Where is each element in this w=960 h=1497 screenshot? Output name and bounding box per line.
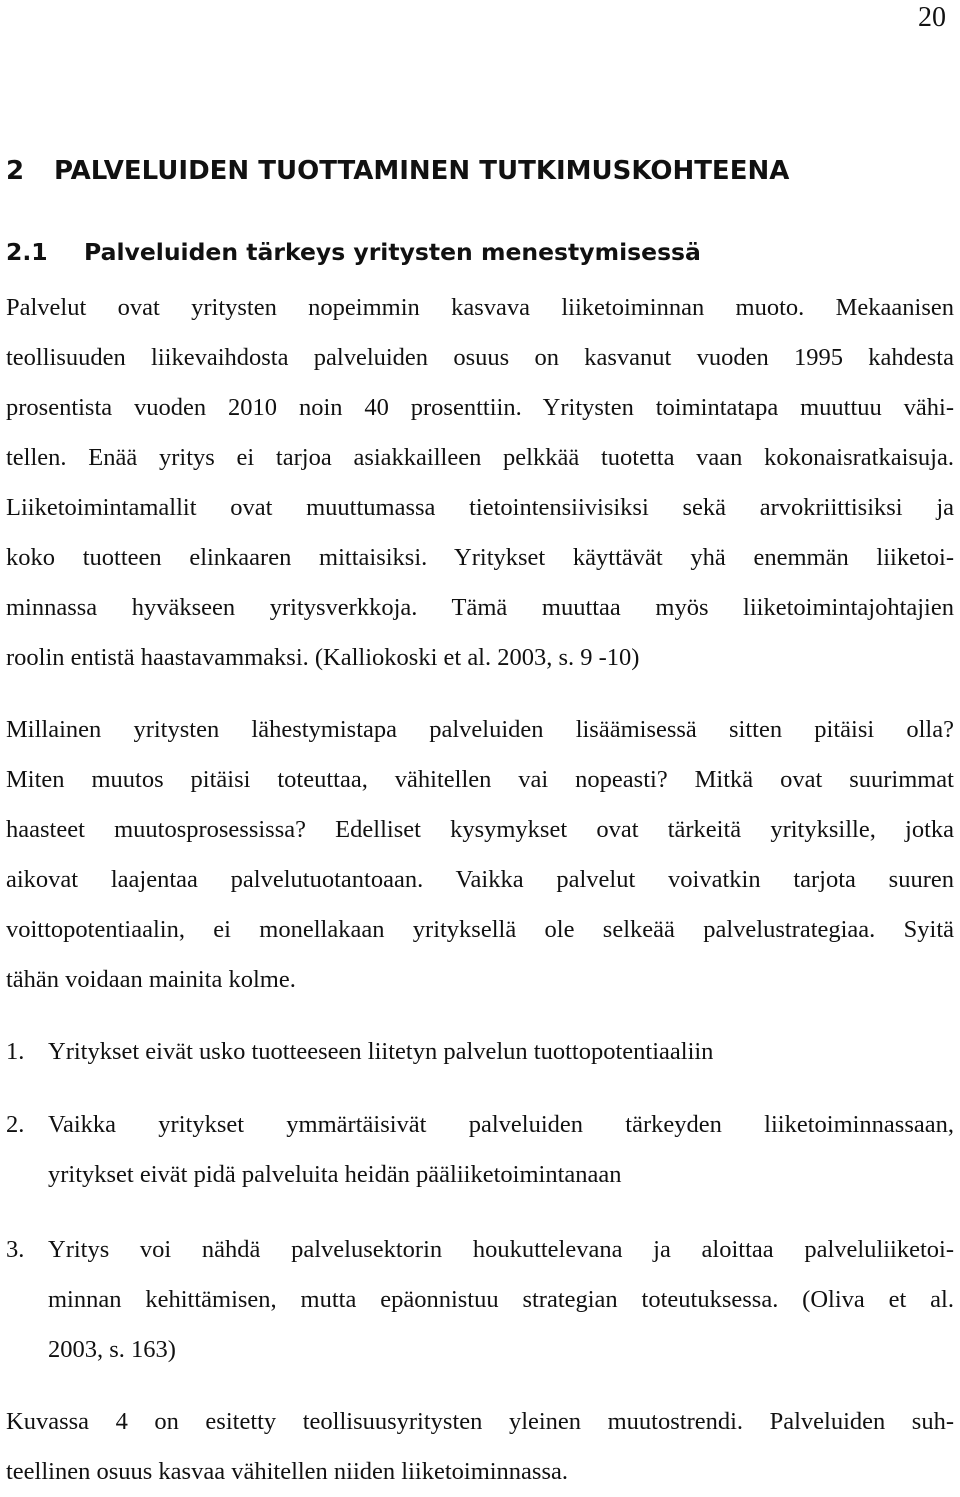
list-marker: 1. <box>6 1038 25 1065</box>
paragraph-line: koko tuotteen elinkaaren mittaisiksi. Yritykset käyttävät yhä enemmän liiketoi- <box>6 544 954 571</box>
list-line: 2003, s. 163) <box>48 1336 176 1363</box>
paragraph-line: minnassa hyväkseen yritysverkkoja. Tämä muuttaa myös liiketoimintajohtajien <box>6 594 954 621</box>
list-marker: 3. <box>6 1236 25 1263</box>
paragraph-line: tellen. Enää yritys ei tarjoa asiakkailleen pelkkää tuotetta vaan kokonaisratkaisuja. <box>6 444 954 471</box>
list-line: Yritys voi nähdä palvelusektorin houkuttelevana ja aloittaa palveluliiketoi- <box>48 1236 954 1263</box>
paragraph-line: tähän voidaan mainita kolme. <box>6 966 296 993</box>
paragraph-line: voittopotentiaalin, ei monellakaan yrityksellä ole selkeää palvelustrategiaa. Syitä <box>6 916 954 943</box>
list-item <box>6 1225 954 1375</box>
list-marker: 2. <box>6 1111 25 1138</box>
paragraph-line: prosentista vuoden 2010 noin 40 prosenttiin. Yritysten toimintatapa muuttuu vähi- <box>6 394 954 421</box>
list-line: minnan kehittämisen, mutta epäonnistuu strategian toteutuksessa. (Oliva et al. <box>48 1286 954 1313</box>
list-item <box>6 1100 954 1200</box>
list-line: yritykset eivät pidä palveluita heidän pääliiketoimintanaan <box>48 1161 622 1188</box>
paragraph-2 <box>6 705 954 1005</box>
paragraph-line: teollisuuden liikevaihdosta palveluiden osuus on kasvanut vuoden 1995 kahdesta <box>6 344 954 371</box>
chapter-number: 2 <box>6 156 25 186</box>
paragraph-3 <box>6 1397 954 1497</box>
section-title: Palveluiden tärkeys yritysten menestymisessä <box>84 238 701 266</box>
paragraph-line: roolin entistä haastavammaksi. (Kalliokoski et al. 2003, s. 9 -10) <box>6 644 640 671</box>
page-number: 20 <box>918 2 946 33</box>
chapter-title: PALVELUIDEN TUOTTAMINEN TUTKIMUSKOHTEENA <box>54 156 790 186</box>
list-item <box>6 1027 954 1077</box>
paragraph-line: Millainen yritysten lähestymistapa palveluiden lisäämisessä sitten pitäisi olla? <box>6 716 954 743</box>
paragraph-line: Liiketoimintamallit ovat muuttumassa tietointensiivisiksi sekä arvokriittisiksi ja <box>6 494 954 521</box>
paragraph-line: Kuvassa 4 on esitetty teollisuusyritysten yleinen muutostrendi. Palveluiden suh- <box>6 1408 954 1435</box>
chapter-heading <box>6 152 789 190</box>
list-line: Vaikka yritykset ymmärtäisivät palveluiden tärkeyden liiketoiminnassaan, <box>48 1111 954 1138</box>
paragraph-line: haasteet muutosprosessissa? Edelliset kysymykset ovat tärkeitä yrityksille, jotka <box>6 816 954 843</box>
section-heading <box>6 234 701 270</box>
paragraph-line: aikovat laajentaa palvelutuotantoaan. Vaikka palvelut voivatkin tarjota suuren <box>6 866 954 893</box>
paragraph-1 <box>6 283 954 683</box>
paragraph-line: Miten muutos pitäisi toteuttaa, vähitellen vai nopeasti? Mitkä ovat suurimmat <box>6 766 954 793</box>
list-line: Yritykset eivät usko tuotteeseen liitetyn palvelun tuottopotentiaaliin <box>48 1038 714 1065</box>
paragraph-line: teellinen osuus kasvaa vähitellen niiden liiketoiminnassa. <box>6 1458 569 1485</box>
section-number: 2.1 <box>6 238 48 266</box>
paragraph-line: Palvelut ovat yritysten nopeimmin kasvava liiketoiminnan muoto. Mekaanisen <box>6 294 954 321</box>
